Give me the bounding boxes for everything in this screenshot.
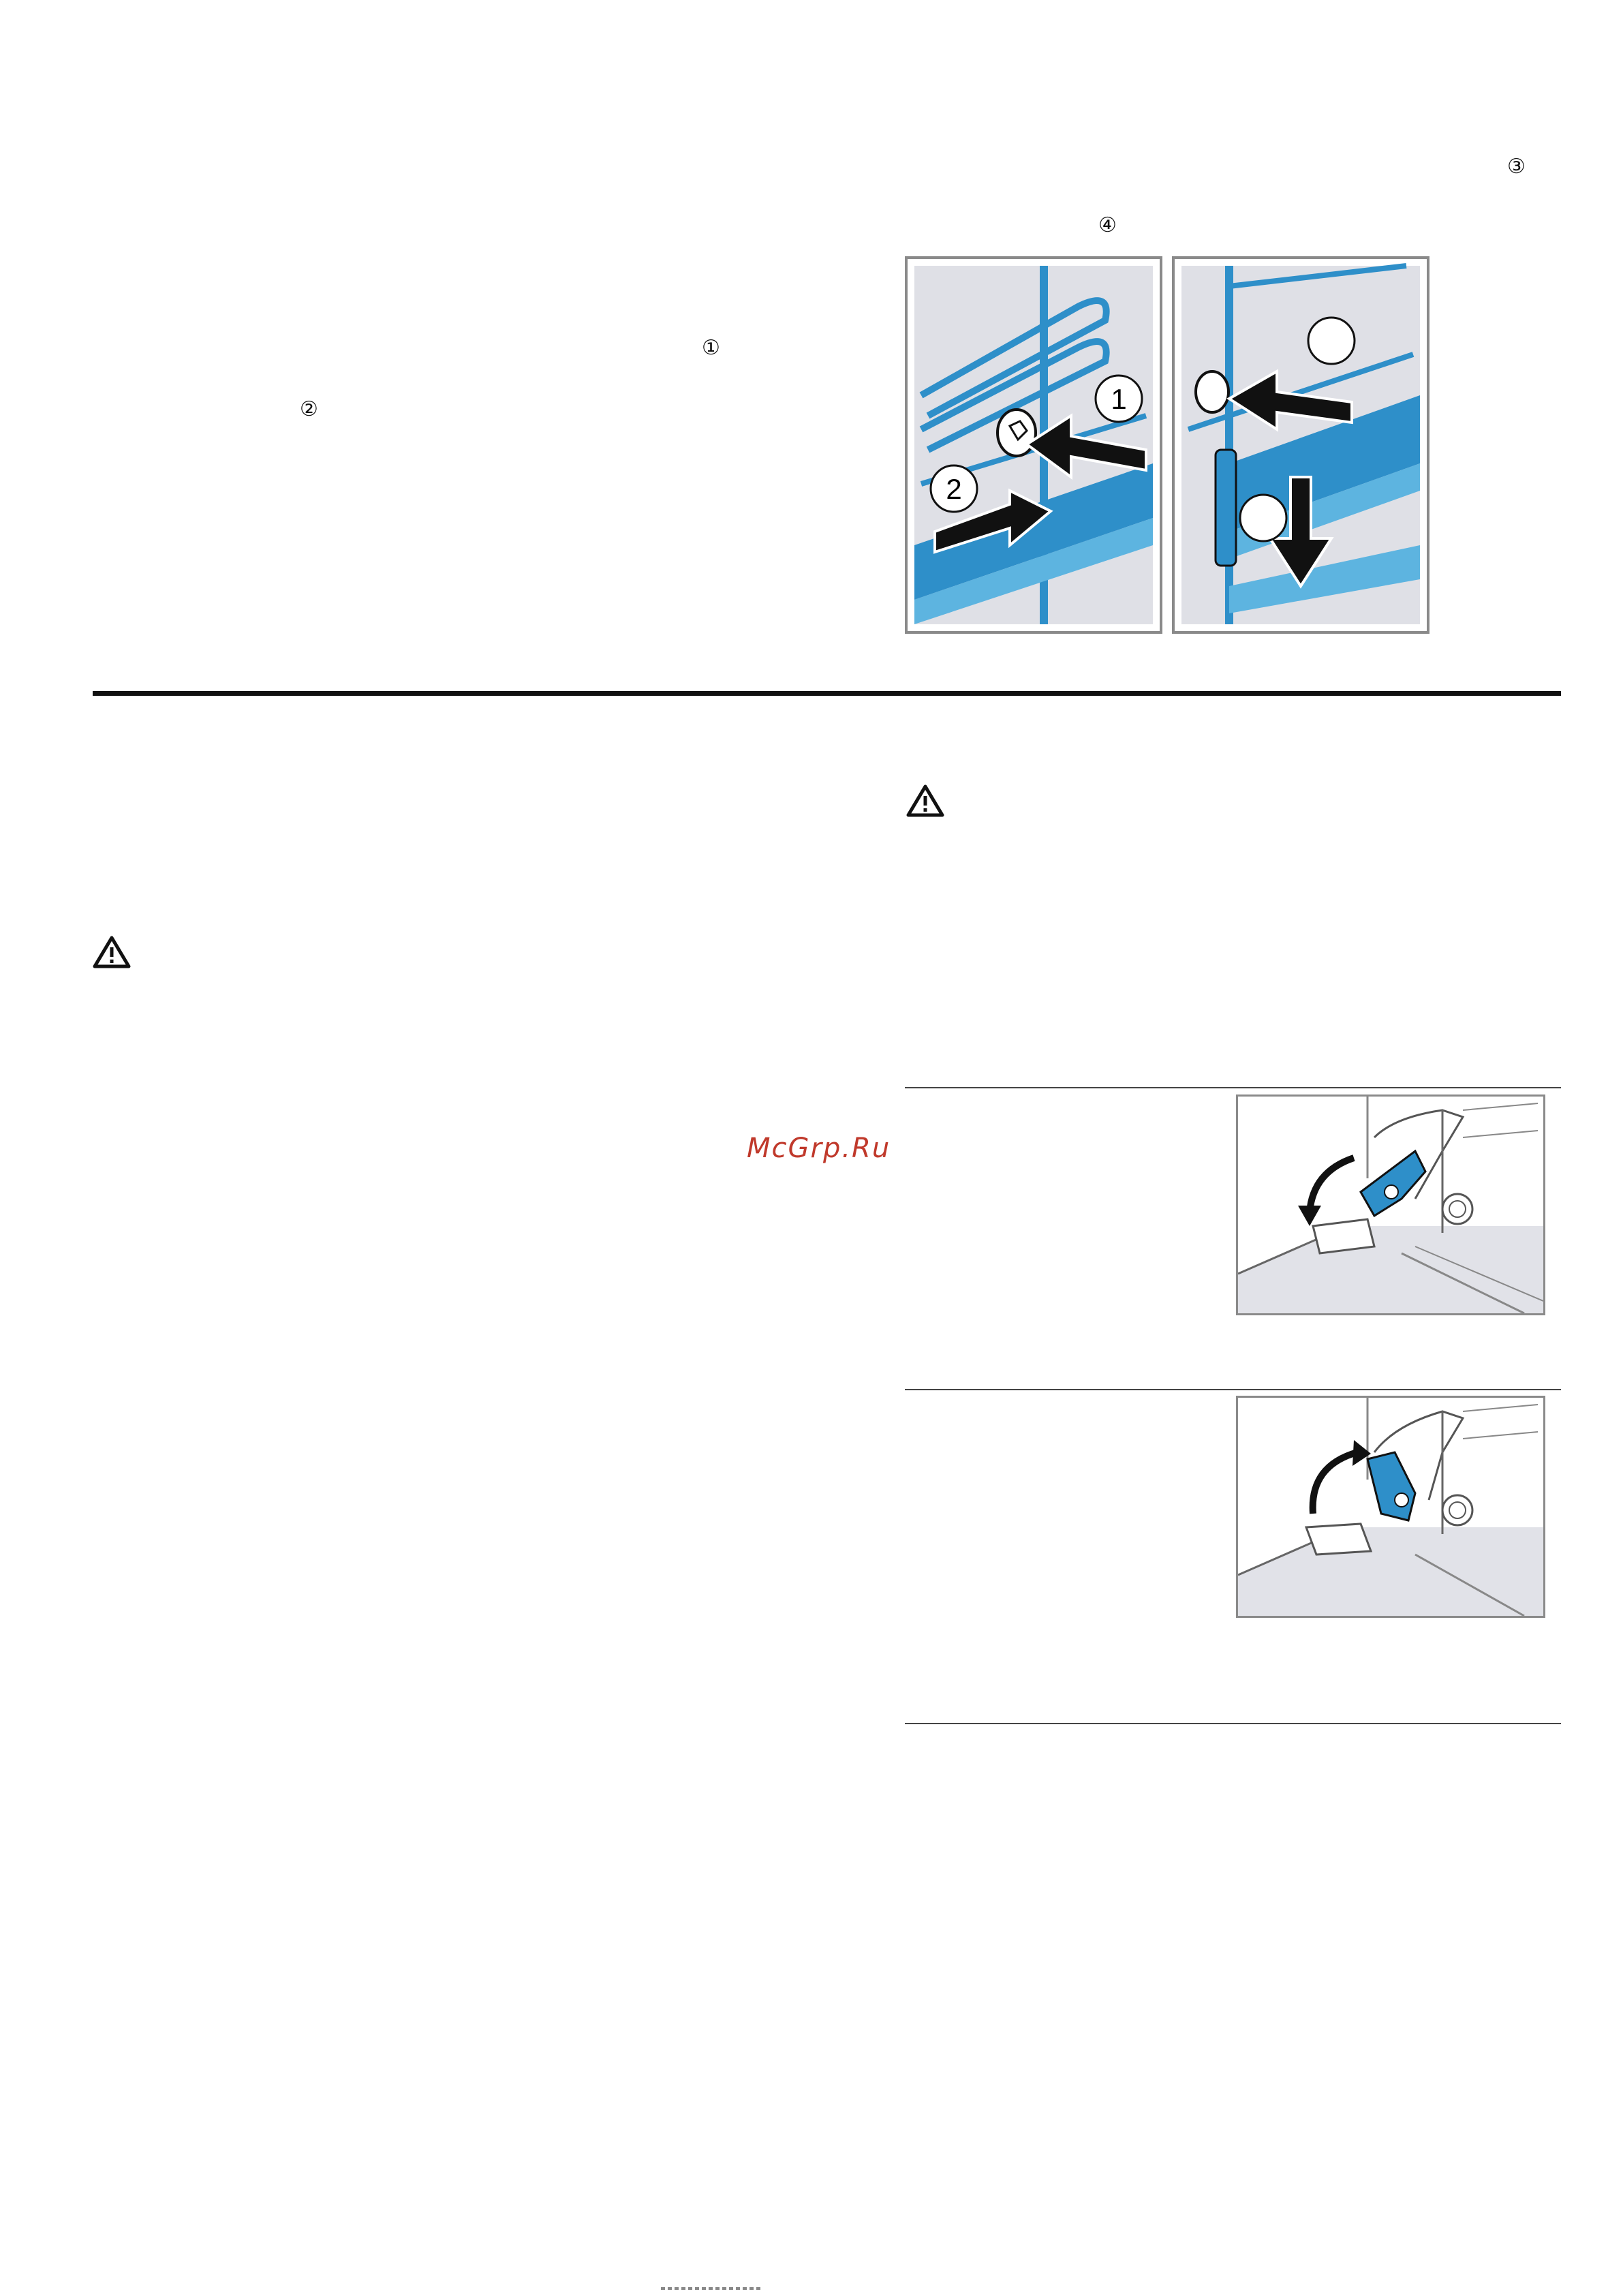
hinge-figure-open <box>1236 1095 1545 1315</box>
callout-step-2: ② <box>300 397 318 421</box>
footer-mark <box>661 2287 763 2290</box>
warning-triangle-icon <box>93 935 131 969</box>
section-divider <box>93 691 1561 696</box>
watermark-text: McGrp.Ru <box>747 1133 891 1164</box>
rail-illustration-left <box>908 259 1160 631</box>
warning-triangle-icon <box>906 784 944 818</box>
rail-illustration-right <box>1175 259 1427 631</box>
rail-label-2: 2 <box>946 473 962 505</box>
hinge-illustration-closed <box>1238 1398 1543 1616</box>
table-rule-bottom <box>905 1723 1561 1724</box>
table-rule-middle <box>905 1389 1561 1390</box>
rail-figure-left <box>905 256 1162 634</box>
callout-step-1: ① <box>702 336 720 360</box>
table-rule-top <box>905 1087 1561 1088</box>
hinge-figure-closed <box>1236 1396 1545 1618</box>
callout-step-3: ③ <box>1507 155 1526 179</box>
rail-figure-right <box>1172 256 1429 634</box>
hinge-illustration-open <box>1238 1097 1543 1313</box>
callout-step-4: ④ <box>1098 213 1117 237</box>
rail-label-1: 1 <box>1111 383 1127 415</box>
